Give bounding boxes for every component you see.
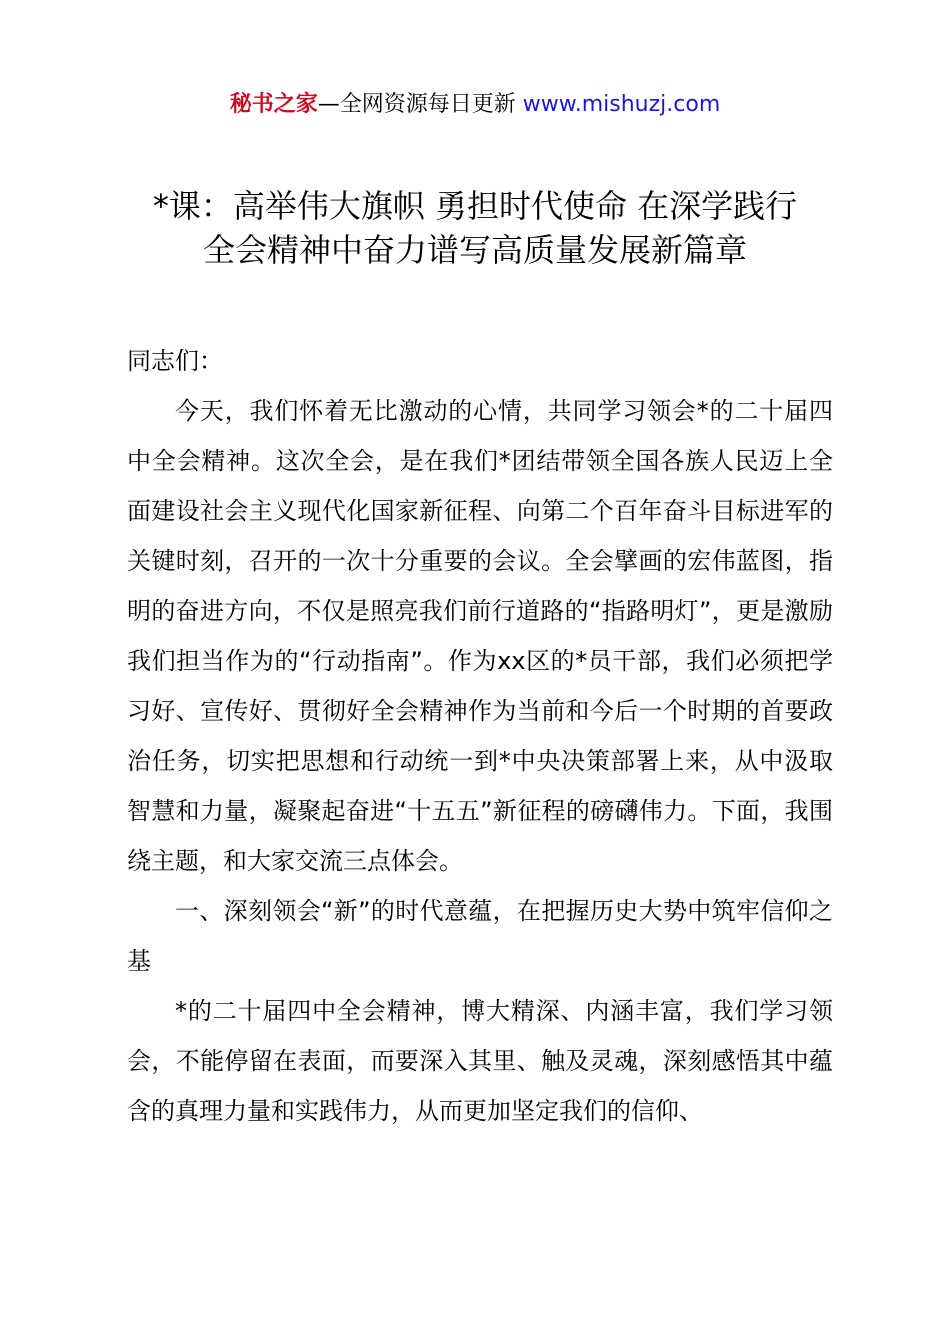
site-tagline: —全网资源每日更新 [317, 92, 523, 117]
document-title [60, 184, 890, 272]
site-brand: 秘书之家 [229, 92, 318, 117]
site-header [0, 88, 950, 122]
paragraph: 今天，我们怀着无比激动的心情，共同学习领会*的二十届四中全会精神。这次全会，是在我们*团结带领全国各族人民迈上全面建设社会主义现代化国家新征程、向第二个百年奋斗目标进军的关键时刻，召开的一次十分重要的会议。全会擘画的宏伟蓝图，指明的奋进方向，不仅是照亮我们前行道路的“指路明灯”，更是激励我们担当作为的“行动指南”。作为xx区的*员干部，我们必须把学习好、宣传好、贯彻好全会精神作为当前和今后一个时期的首要政治任务，切实把思想和行动统一到*中央决策部署上来，从中汲取智慧和力量，凝聚起奋进“十五五”新征程的磅礴伟力。下面，我围绕主题，和大家交流三点体会。 [127, 397, 833, 875]
document-body [127, 336, 833, 1136]
title-line-2: 全会精神中奋力谱写高质量发展新篇章 [202, 231, 747, 269]
paragraph: *的二十届四中全会精神，博大精深、内涵丰富，我们学习领会，不能停留在表面，而要深入其里、触及灵魂，深刻感悟其中蕴含的真理力量和实践伟力，从而更加坚定我们的信仰、 [127, 997, 833, 1125]
site-url-link[interactable]: www.mishuzj.com [522, 92, 721, 117]
section-heading: 一、深刻领会“新”的时代意蕴，在把握历史大势中筑牢信仰之基 [127, 897, 833, 975]
title-line-1: *课：高举伟大旗帜 勇担时代使命 在深学践行 [152, 187, 798, 225]
salutation: 同志们： [127, 347, 223, 375]
